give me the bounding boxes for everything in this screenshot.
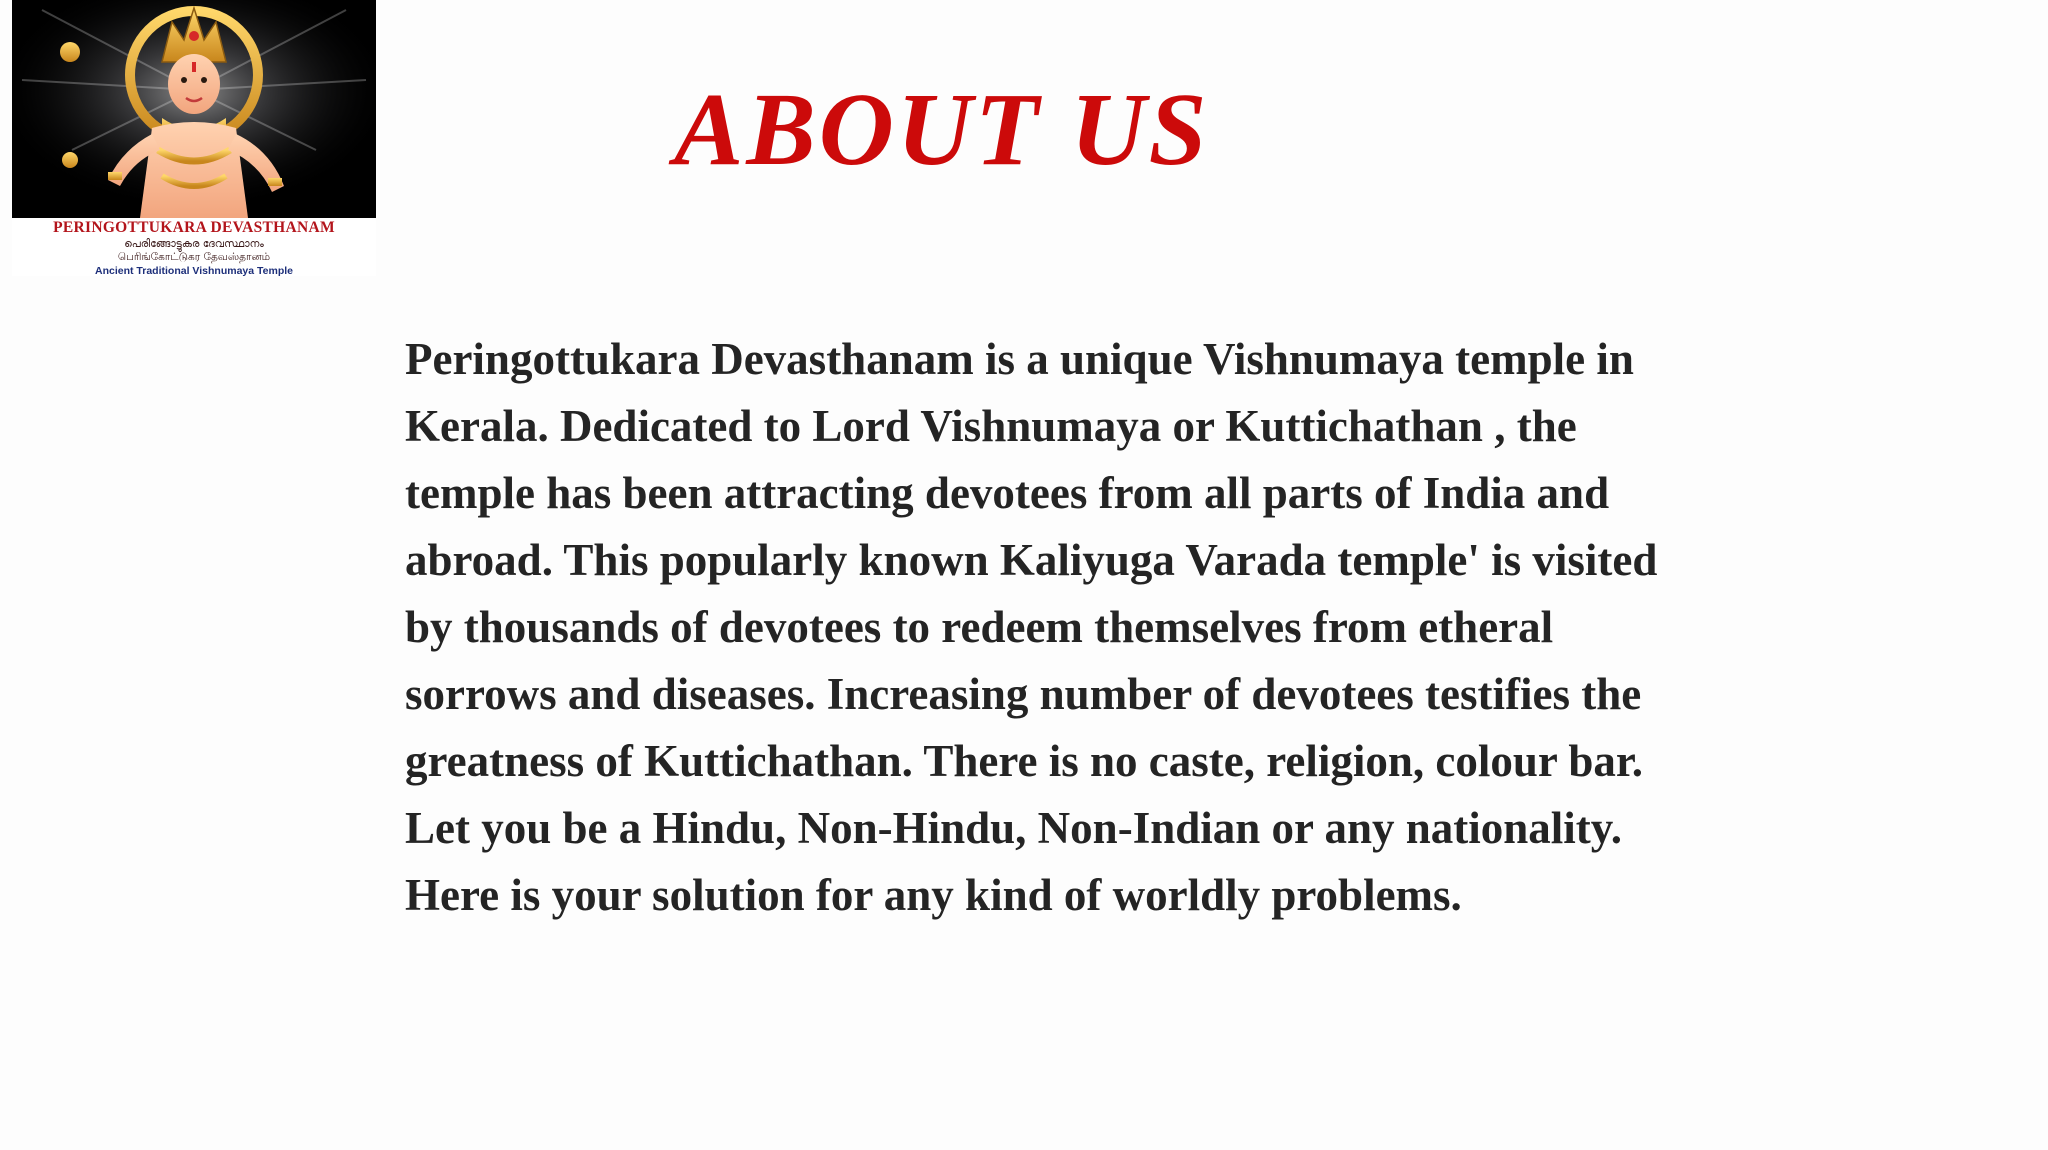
about-line: Here is your solution for any kind of worldly problems. bbox=[405, 870, 1462, 920]
page-title: ABOUT US bbox=[674, 72, 1210, 187]
about-line: abroad. This popularly known Kaliyuga Varada temple' is visited bbox=[405, 535, 1658, 585]
about-line: greatness of Kuttichathan. There is no caste, religion, colour bar. bbox=[405, 736, 1643, 786]
about-paragraph bbox=[405, 326, 1795, 929]
temple-logo bbox=[12, 0, 376, 276]
logo-name-english: PERINGOTTUKARA DEVASTHANAM bbox=[53, 219, 335, 236]
about-line: Peringottukara Devasthanam is a unique Vishnumaya temple in bbox=[405, 334, 1634, 384]
about-line: by thousands of devotees to redeem themselves from etheral bbox=[405, 602, 1554, 652]
logo-name-malayalam: പെരിങ്ങോട്ടുകര ദേവസ്ഥാനം bbox=[124, 237, 264, 250]
about-line: sorrows and diseases. Increasing number of devotees testifies the bbox=[405, 669, 1642, 719]
about-line: Kerala. Dedicated to Lord Vishnumaya or Kuttichathan , the bbox=[405, 401, 1577, 451]
logo-caption bbox=[12, 218, 376, 276]
about-line: Let you be a Hindu, Non-Hindu, Non-Indian or any nationality. bbox=[405, 803, 1623, 853]
deity-image bbox=[12, 0, 376, 218]
about-line: temple has been attracting devotees from all parts of India and bbox=[405, 468, 1610, 518]
logo-name-tamil: பெரிங்கோட்டுகர தேவஸ்தானம் bbox=[117, 251, 271, 263]
logo-subtitle: Ancient Traditional Vishnumaya Temple bbox=[95, 264, 293, 276]
